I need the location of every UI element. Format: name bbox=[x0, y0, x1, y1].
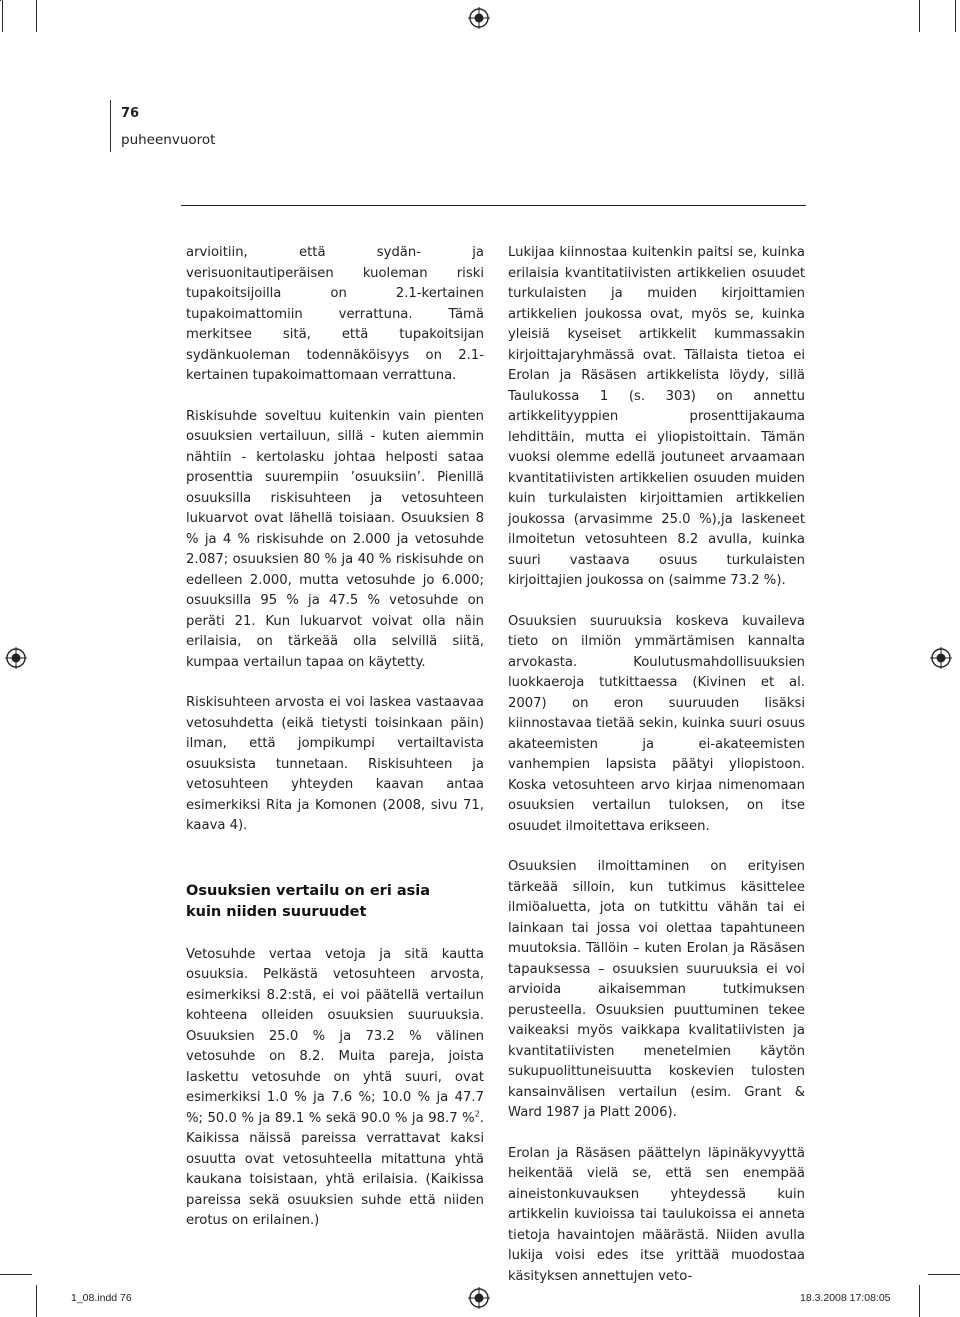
crop-mark bbox=[36, 1285, 37, 1317]
left-column bbox=[186, 243, 484, 1232]
paragraph: arvioitiin, että sydän- ja verisuonitautiperäisen kuoleman riski tupakoitsijoilla on 2.1-kertainen tupakoimattomiin verrattuna. Tämä merkitsee sitä, että tupakoitsijan sydänkuoleman todennäköisyys on 2.1-kertainen tupakoimattomaan verrattuna. bbox=[186, 245, 484, 383]
paragraph: Riskisuhde soveltuu kuitenkin vain pienten osuuksien vertailuun, sillä - kuten aiemmin nähtiin - kertolasku johtaa helposti sataa prosenttia suurempiin ’osuuksiin’. Pienillä osuuksilla riskisuhteen ja vetosuhteen lukuarvot ovat lähellä toisiaan. Osuuksien 8 % ja 4 % riskisuhde on 2.000 ja vetosuhde 2.087; osuuksien 80 % ja 40 % riskisuhde on edelleen 2.000, mutta vetosuhde jo 6.000; osuuksilla 95 % ja 47.5 % vetosuhde on peräti 21. Kun lukuarvot voivat olla näin erilaisia, on tärkeää olla selvillä siitä, kumpaa vertailun tapaa on käytetty. bbox=[186, 408, 484, 670]
paragraph-text: . Kaikissa näissä pareissa verrattavat kaksi osuutta ovat vetosuhteella mitattuna yhtä kaukana toisistaan, yhtä erilaisia. (Kaikissa pareissa sekä osuuksien suhde että niiden erotus on erilainen.) bbox=[186, 1110, 484, 1228]
paragraph: Erolan ja Räsäsen päättelyn läpinäkyvyyttä heikentää vielä se, että sen enempää aineistonkuvauksen yhteydessä kuin artikkelin kuvioissa tai taulukoissa ei anneta tietoja havaintojen määrästä. Niiden avulla lukija voisi edes itse yrittää muodostaa käsityksen annettujen veto- bbox=[508, 1145, 805, 1284]
page-number: 76 bbox=[121, 106, 140, 121]
registration-mark-icon bbox=[468, 7, 490, 29]
footnote-marker: 2 bbox=[474, 1109, 480, 1119]
registration-mark-icon bbox=[5, 647, 27, 669]
crop-mark bbox=[928, 1274, 960, 1275]
paragraph bbox=[186, 945, 484, 1232]
crop-mark bbox=[0, 0, 1, 1]
file-slug: 1_08.indd 76 bbox=[71, 1292, 132, 1304]
registration-mark-icon bbox=[930, 647, 952, 669]
crop-mark bbox=[0, 1274, 32, 1275]
right-column bbox=[508, 243, 805, 1287]
paragraph: Osuuksien ilmoittaminen on erityisen tärkeää silloin, kun tutkimus käsittelee ilmiöaluetta, jota on tutkittu vähän tai ei lainkaan tai jossa voi olettaa tapahtuneen muutoksia. Tällöin – kuten Erolan ja Räsäsen tapauksessa – osuuksien suuruuksia ei voi arvioida aikaisemman tutkimuksen perusteella. Osuuksien puuttuminen tekee vaikeaksi myös vaikkapa kvalitatiivisten ja kvantitatiivisten menetelmien käytön sukupuolittuneisuutta koskevien tulosten kansainvälisen vertailun (esim. Grant & Ward 1987 ja Platt 2006). bbox=[508, 859, 805, 1120]
paragraph: Riskisuhteen arvosta ei voi laskea vastaavaa vetosuhdetta (eikä tietysti toisinkaan päin) ilman, että jompikumpi vertailtavista osuuksista tunnetaan. Riskisuhteen ja vetosuhteen yhteyden kaavan antaa esimerkiksi Rita ja Komonen (2008, sivu 71, kaava 4). bbox=[186, 695, 484, 833]
crop-mark bbox=[2, 0, 3, 32]
paragraph: Osuuksien suuruuksia koskeva kuvaileva tieto on ilmiön ymmärtämisen kannalta arvokasta. Koulutusmahdollisuuksien luokkaeroja tutkittaessa (Kivinen et al. 2007) on eron suuruuden lisäksi kiinnostavaa tietää sekin, kuinka suuri osuus akateemisten ja ei-akateemisten vanhempien lapsista päätyi yliopistoon. Koska vetosuhteen arvo kirjaa nimenomaan osuuksien vertailun tuloksen, on itse osuudet ilmoitettava erikseen. bbox=[508, 613, 805, 834]
paragraph: Lukijaa kiinnostaa kuitenkin paitsi se, kuinka erilaisia kvantitatiivisten artikkelien osuudet turkulaisten ja muiden kirjoittamien artikkelien joukossa ovat, myös se, kuinka yleisiä kyseiset artikkelit kummassakin kirjoittajaryhmässä ovat. Tällaista tietoa ei Erolan ja Räsäsen artikkelista löydy, sillä Taulukossa 1 (s. 303) on annettu artikkelityyppien prosenttijakauma lehdittäin, mutta ei yliopistoittain. Tämän vuoksi olemme edellä joutuneet arvaamaan kvantitatiivisten artikkelien osuuden muiden kuin turkulaisten kirjoittamien artikkelien joukossa (arvasimme 25.0 %),ja laskeneet ilmoitetun vetosuhteen 8.2 avulla, kuinka suuri vastaava osuus turkulaisten kirjoittajien joukossa on (saimme 73.2 %). bbox=[508, 245, 805, 588]
registration-mark-icon bbox=[468, 1287, 490, 1309]
section-heading-line: kuin niiden suuruudet bbox=[186, 903, 367, 920]
crop-mark bbox=[955, 0, 956, 32]
crop-mark bbox=[919, 0, 920, 32]
crop-mark bbox=[919, 1285, 920, 1317]
header-vertical-rule bbox=[110, 100, 111, 152]
header-horizontal-rule bbox=[181, 205, 806, 206]
section-label: puheenvuorot bbox=[121, 132, 216, 148]
section-heading bbox=[186, 881, 484, 923]
section-heading-line: Osuuksien vertailu on eri asia bbox=[186, 882, 431, 899]
timestamp-slug: 18.3.2008 17:08:05 bbox=[800, 1292, 891, 1304]
paragraph-text: Vetosuhde vertaa vetoja ja sitä kautta osuuksia. Pelkästä vetosuhteen arvosta, esimerkiksi 8.2:stä, ei voi päätellä vertailun kohteena olleiden osuuksien suuruuksia. Osuuksien 25.0 % ja 73.2 % välinen vetosuhde on 8.2. Muita pareja, joista laskettu vetosuhde on yhtä suuri, ovat esimerkiksi 1.0 % ja 7.6 %; 10.0 % ja 47.7 %; 50.0 % ja 89.1 % sekä 90.0 % ja 98.7 % bbox=[186, 946, 484, 1126]
crop-mark bbox=[36, 0, 37, 32]
